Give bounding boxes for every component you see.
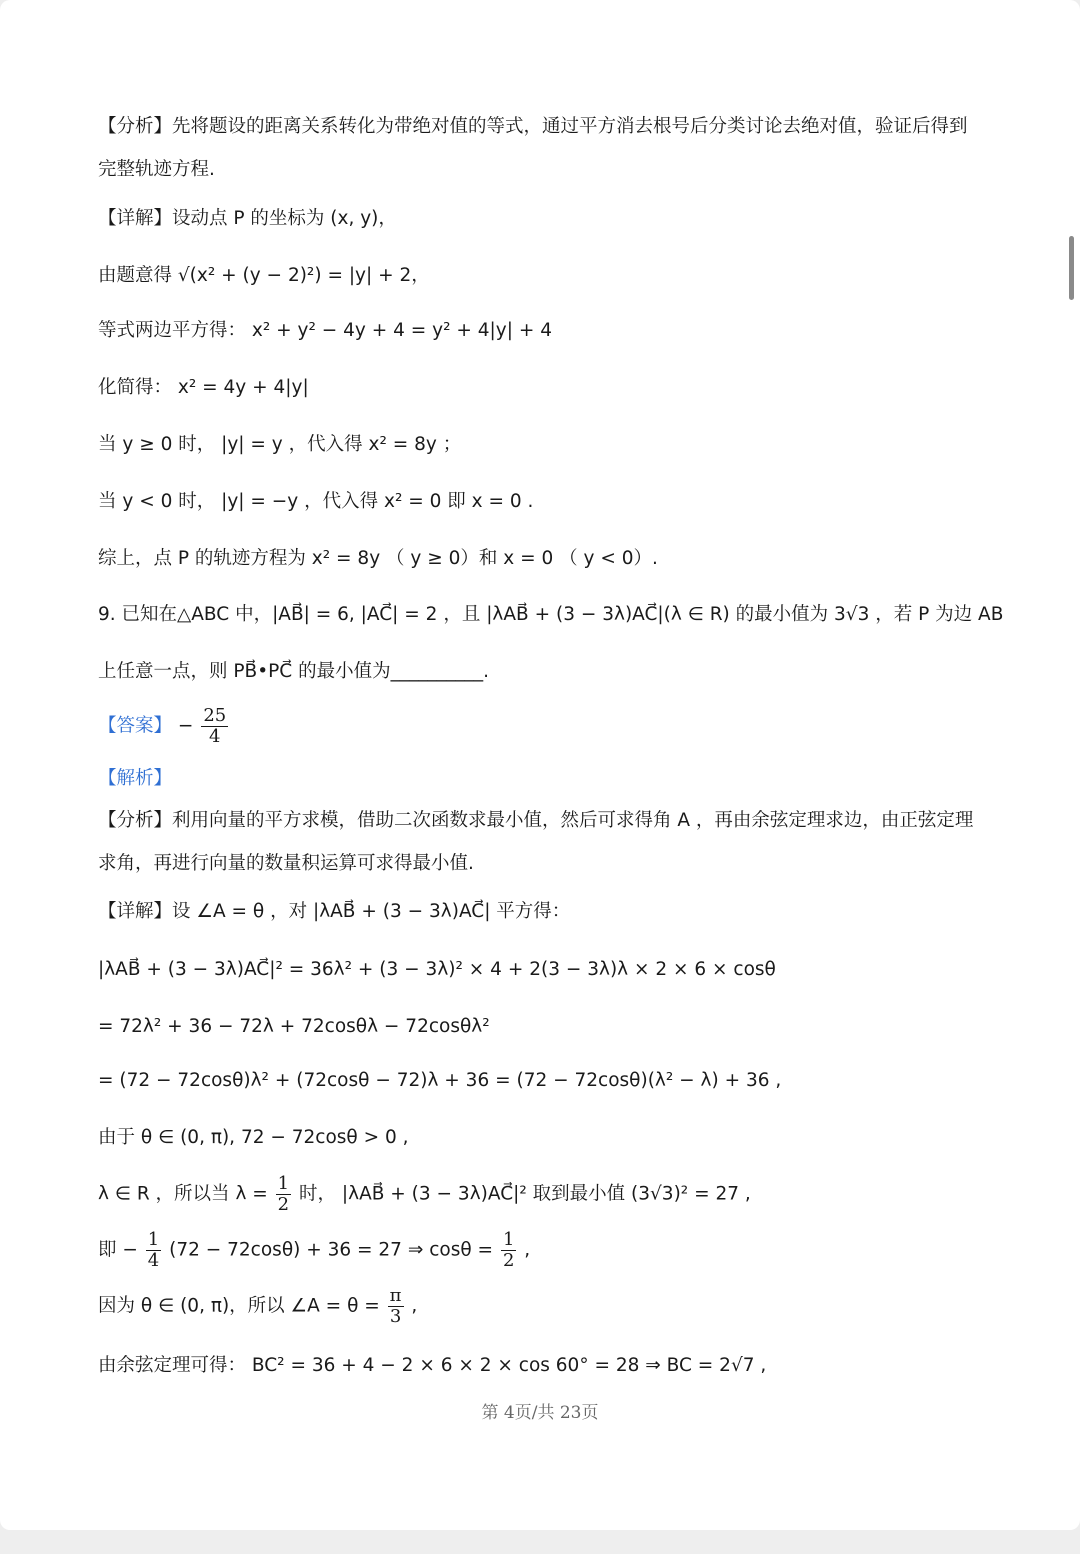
page-footer: 第 4页/共 23页 bbox=[481, 1403, 599, 1423]
minimum-text: 时， |λAB⃗ + (3 − 3λ)AC⃗|² 取到最小值 (3√3)² = 27 , bbox=[299, 1183, 751, 1205]
angle-text: 因为 θ ∈ (0, π)，所以 ∠A = θ = bbox=[98, 1295, 380, 1317]
pi-third-numerator: π bbox=[389, 1285, 402, 1306]
analysis-line-1: 【分析】先将题设的距离关系转化为带绝对值的等式，通过平方消去根号后分类讨论去绝对值，验证后得到 bbox=[98, 116, 968, 137]
scrollbar-thumb[interactable] bbox=[1069, 236, 1074, 300]
analysis-9-line-1: 【分析】利用向量的平方求模，借助二次函数求最小值，然后可求得角 A ，再由余弦定理求边，由正弦定理 bbox=[98, 810, 974, 831]
case-line-1: 当 y ≥ 0 时， |y| = y ，代入得 x² = 8y ； bbox=[98, 434, 462, 455]
equation-line-2: 等式两边平方得： x² + y² − 4y + 4 = y² + 4|y| + 4 bbox=[98, 320, 552, 341]
answer-denominator: 4 bbox=[209, 725, 221, 747]
cosine-law-line: 由余弦定理可得： BC² = 36 + 4 − 2 × 6 × 2 × cos 60° = 28 ⇒ BC = 2√7 , bbox=[98, 1355, 767, 1376]
detail-9-line-4: = (72 − 72cosθ)λ² + (72cosθ − 72)λ + 36 = (72 − 72cosθ)(λ² − λ) + 36 , bbox=[98, 1070, 782, 1091]
answer-line bbox=[98, 706, 230, 747]
question-9-line-2: 上任意一点，则 PB⃗•PC⃗ 的最小值为__________. bbox=[98, 661, 489, 682]
pi-third-denominator: 3 bbox=[389, 1305, 402, 1327]
quarter-denominator: 4 bbox=[147, 1249, 160, 1271]
cos-half-fraction bbox=[501, 1230, 516, 1271]
solution-label: 【解析】 bbox=[98, 768, 173, 789]
detail-9-line-8 bbox=[98, 1286, 417, 1327]
quarter-numerator: 1 bbox=[147, 1229, 160, 1250]
analysis-line-2: 完整轨迹方程. bbox=[98, 159, 215, 180]
analysis-9-line-2: 求角，再进行向量的数量积运算可求得最小值. bbox=[98, 853, 474, 874]
lambda-text: λ ∈ R ，所以当 λ = bbox=[98, 1183, 268, 1205]
quarter-fraction bbox=[146, 1230, 161, 1271]
lambda-half-numerator: 1 bbox=[277, 1173, 290, 1194]
case-line-2: 当 y < 0 时， |y| = −y ，代入得 x² = 0 即 x = 0 . bbox=[98, 491, 534, 512]
comma-text: , bbox=[524, 1239, 531, 1261]
answer-numerator: 25 bbox=[203, 705, 227, 726]
detail-9-line-5: 由于 θ ∈ (0, π), 72 − 72cosθ > 0 , bbox=[98, 1127, 409, 1148]
pi-third-fraction bbox=[388, 1286, 404, 1327]
detail-9-line-3: = 72λ² + 36 − 72λ + 72cosθλ − 72cosθλ² bbox=[98, 1016, 490, 1037]
detail-9-line-6 bbox=[98, 1174, 751, 1215]
question-9-line-1: 9. 已知在△ABC 中，|AB⃗| = 6, |AC⃗| = 2 ，且 |λAB⃗ + (3 − 3λ)AC⃗|(λ ∈ R) 的最小值为 3√3 ，若 P 为边 AB bbox=[98, 604, 1004, 625]
cos-equation-text: (72 − 72cosθ) + 36 = 27 ⇒ cosθ = bbox=[169, 1239, 494, 1261]
detail-9-line-2: |λAB⃗ + (3 − 3λ)AC⃗|² = 36λ² + (3 − 3λ)² × 4 + 2(3 − 3λ)λ × 2 × 6 × cosθ bbox=[98, 959, 776, 980]
detail-9-line-7 bbox=[98, 1230, 530, 1271]
equation-line-3: 化简得： x² = 4y + 4|y| bbox=[98, 377, 309, 398]
cos-half-denominator: 2 bbox=[502, 1249, 515, 1271]
answer-sign: − bbox=[177, 715, 194, 737]
cos-half-numerator: 1 bbox=[502, 1229, 515, 1250]
lambda-half-denominator: 2 bbox=[277, 1193, 290, 1215]
lambda-half-fraction bbox=[276, 1174, 291, 1215]
detail-9-line-1: 【详解】设 ∠A = θ ，对 |λAB⃗ + (3 − 3λ)AC⃗| 平方得： bbox=[98, 901, 571, 922]
comma-text-2: , bbox=[411, 1295, 418, 1317]
conclusion-line: 综上，点 P 的轨迹方程为 x² = 8y （ y ≥ 0）和 x = 0 （ y < 0）. bbox=[98, 548, 658, 569]
answer-label: 【答案】 bbox=[98, 715, 173, 737]
detail-line-1: 【详解】设动点 P 的坐标为 (x, y)， bbox=[98, 208, 397, 229]
answer-fraction bbox=[201, 706, 228, 747]
equation-line-1: 由题意得 √(x² + (y − 2)²) = |y| + 2， bbox=[98, 265, 430, 286]
ie-text: 即 − bbox=[98, 1239, 138, 1261]
